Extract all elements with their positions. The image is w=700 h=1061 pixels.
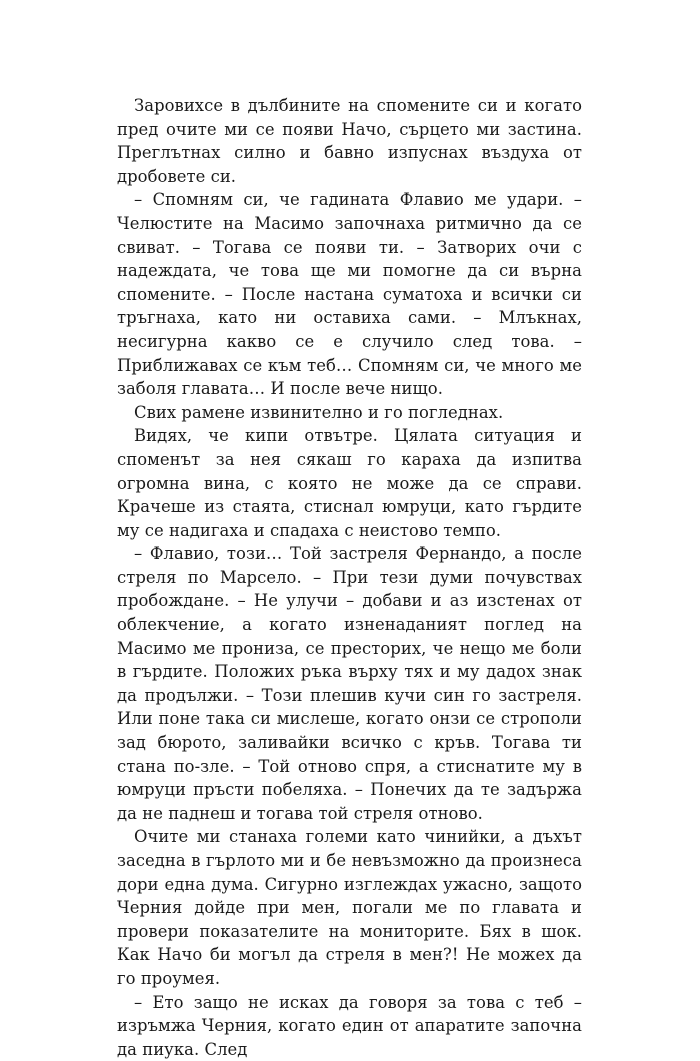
paragraph-7: – Ето защо не исках да говоря за това с теб – изръмжа Черния, когато един от апаратите започна да пиука. След <box>117 992 582 1059</box>
paragraph-4: Видях, че кипи отвътре. Цялата ситуация и споменът за нея сякаш го караха да изпитва огромна вина, с която не може да се справи. Крачеше из стаята, стиснал юмруци, като гърдите му се надигаха и спадаха с неистово темпо. <box>117 426 582 540</box>
paragraph-1: Заровихсе в дълбините на спомените си и когато пред очите ми се появи Начо, сърцето ми застина. Преглътнах силно и бавно изпуснах въздуха от дробовете си. <box>117 96 582 186</box>
paragraph-3: Свих рамене извинително и го погледнах. <box>134 402 504 422</box>
paragraph-5: – Флавио, този… Той застреля Фернандо, а после стреля по Марсело. – При тези думи почувствах пробождане. – Не улучи – добави и аз изстенах от облекчение, а когато изненадaният поглед на Масимо ме прониза, се престорих, че нещо ме боли в гърдите. Положих ръка върху тях и му дадох знак да продължи. – Този плешив кучи син го застреля. Или поне така си мислеше, когато онзи се строполи зад бюрото, заливайки всичко с кръв. Тогава ти стана по-зле. – Той отново спря, а стиснатите му в юмруци пръсти побеляха. – Понечих да те задържа да не паднеш и тогава той стреля отново. <box>117 544 582 823</box>
paragraph-2: – Спомням си, че гадината Флавио ме удари. – Челюстите на Масимо започнаха ритмично да се свиват. – Тогава се появи ти. – Затворих очи с надеждата, че това ще ми помогне да си върна спомените. – После настана суматоха и всички си тръгнаха, като ни оставиха сами. – Млъкнах, несигурна какво се е случило след това. – Приближавах се към теб… Спомням си, че много ме заболя главата… И после вече нищо. <box>117 190 582 399</box>
body-text <box>117 94 582 1061</box>
paragraph-6: Очите ми станаха големи като чинийки, а дъхът заседна в гърлото ми и бе невъзможно да произнеса дори една дума. Сигурно изглеждах ужасно, защото Черния дойде при мен, погали ме по главата и провери показателите на мониторите. Бях в шок. Как Начо би могъл да стреля в мен?! Не можех да го проумея. <box>117 827 582 988</box>
